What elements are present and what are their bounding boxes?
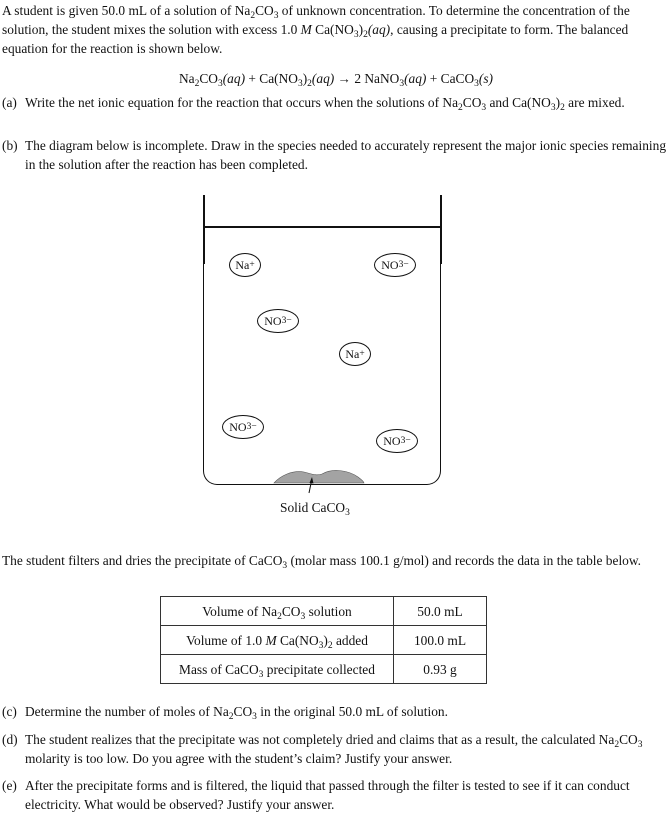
sodium-ion: Na + [339,342,371,366]
part-d-label: (d) [2,732,18,747]
part-a-label: (a) [2,95,17,110]
sodium-ion: Na + [229,253,261,277]
part-c-label: (c) [2,704,17,719]
nitrate-ion: NO 3 − [257,309,299,333]
table-cell-label: Volume of 1.0 M $Ca(NO_3)_2$ added [161,626,394,655]
part-b-text: The diagram below is incomplete. Draw in the species needed to accurately represent the major ionic species remaining in the solution after the reaction has been completed. [25,138,667,172]
nitrate-ion: NO 3 − [222,415,264,439]
precipitate-pointer-arrow [300,477,320,495]
part-e-label: (e) [2,778,17,793]
table-cell-label: Mass of CaCO$_3$ precipitate collected [161,655,394,684]
balanced-equation: $Na_2CO_3(aq) + Ca(NO_3)_2(aq) \to 2$ NaNO$_3$(aq) + CaCO$_3$(s) [178,71,494,89]
table-cell-value: 50.0 mL [394,597,487,626]
data-table [160,596,487,684]
table-cell-label: Volume of $Na_2CO_3$ solution [161,597,394,626]
nitrate-ion: NO 3 − [376,429,418,453]
table-cell-value: 100.0 mL [394,626,487,655]
table-row [161,655,487,684]
solid-caco3-label: Solid CaCO$_3$ [280,500,350,518]
part-b-label: (b) [2,138,18,153]
part-c-text: Determine the number of moles of $Na_2CO_3$ in the original 50.0 mL of solution. [25,704,448,722]
part-d-text: The student realizes that the precipitate was not completely dried and claims that as a result, the calculated $Na_2CO_3$ molarity is too low. Do you agree with the student’s claim? Justify your answer. [25,732,643,766]
part-e-text: After the precipitate forms and is filtered, the liquid that passed through the filter is tested to see if it can conduct electricity. What would be observed? Justify your answer. [25,778,630,812]
part-a-text: Write the net ionic equation for the reaction that occurs when the solutions of $Na_2CO_3$ and $Ca(NO_3)_2$ are mixed. [25,95,625,113]
table-intro-paragraph: The student filters and dries the precipitate of CaCO$_3$ (molar mass 100.1 g/mol) and records the data in the table below. [2,553,642,571]
solid-caco3-precipitate [270,462,370,486]
table-cell-value: 0.93 g [394,655,487,684]
nitrate-ion: NO 3 − [374,253,416,277]
table-row [161,597,487,626]
table-row [161,626,487,655]
intro-paragraph: A student is given 50.0 mL of a solution of $Na_2CO_3$ of unknown concentration. To determine the concentration of the solution, the student mixes the solution with excess 1.0 M $Ca(NO_3)_2(aq)$, causing a precipitate to form. The balanced equation for the reaction is shown below. [2,3,630,56]
